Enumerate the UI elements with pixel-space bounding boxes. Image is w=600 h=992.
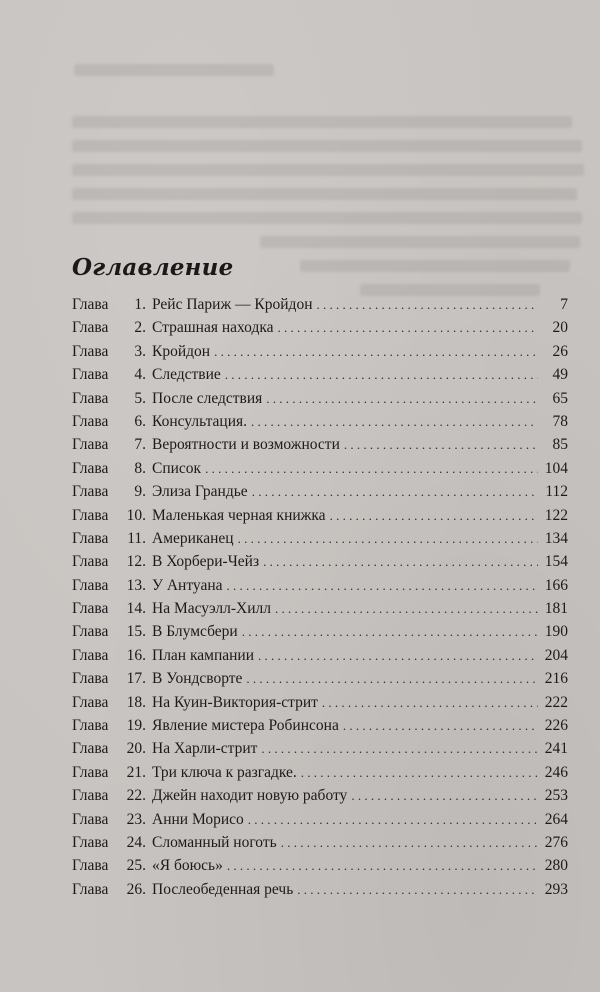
show-through-line [72, 116, 572, 128]
chapter-title: Американец [152, 529, 234, 547]
page-number: 85 [552, 436, 568, 454]
chapter-number: 1. [134, 296, 146, 313]
chapter-number: 12. [126, 553, 146, 571]
toc-entry [72, 296, 568, 319]
chapter-label: Глава [72, 646, 109, 664]
chapter-label: Глава [72, 342, 109, 360]
chapter-title: В Блумсбери [152, 623, 238, 641]
chapter-title: Сломанный ноготь [152, 833, 277, 851]
chapter-label: Глава [72, 740, 109, 758]
chapter-number: 6. [134, 412, 146, 430]
chapter-label: Глава [72, 670, 109, 688]
chapter-number: 11. [127, 529, 146, 547]
chapter-number: 10. [126, 506, 146, 524]
dot-leader [322, 695, 538, 711]
dot-leader [227, 858, 538, 874]
page-number: 226 [544, 717, 568, 735]
chapter-label: Глава [72, 296, 109, 313]
chapter-number: 15. [126, 623, 146, 641]
dot-leader [297, 882, 538, 898]
dot-leader [238, 531, 538, 547]
toc-entry [72, 834, 568, 857]
chapter-number: 19. [126, 717, 146, 735]
toc-entry [72, 647, 568, 670]
dot-leader [261, 741, 538, 757]
chapter-label: Глава [72, 810, 109, 828]
page-number: 280 [544, 857, 568, 875]
chapter-label: Глава [72, 436, 109, 454]
show-through-line [360, 284, 540, 296]
chapter-number: 23. [126, 810, 146, 828]
chapter-title: Страшная находка [152, 319, 274, 337]
toc-entry [72, 670, 568, 693]
chapter-title: В Уондсворте [152, 670, 243, 688]
chapter-number: 8. [134, 459, 146, 477]
dot-leader [330, 508, 538, 524]
toc-entry [72, 857, 568, 880]
toc-entry [72, 507, 568, 530]
toc-entry [72, 460, 568, 483]
chapter-title: Вероятности и возможности [152, 436, 340, 454]
chapter-title: План кампании [152, 646, 255, 664]
chapter-title: Элиза Грандье [152, 483, 248, 501]
page-number: 222 [544, 693, 568, 711]
page-number: 246 [544, 763, 568, 781]
chapter-label: Глава [72, 576, 109, 594]
chapter-number: 5. [134, 389, 146, 407]
chapter-label: Глава [72, 506, 109, 524]
chapter-number: 25. [126, 857, 146, 875]
page-number: 154 [544, 553, 568, 571]
page-number: 78 [552, 412, 568, 430]
dot-leader [266, 391, 538, 407]
page-number: 20 [552, 319, 568, 337]
chapter-title: На Куин-Виктория-стрит [152, 693, 318, 711]
chapter-label: Глава [72, 763, 109, 781]
show-through-line [72, 212, 582, 224]
show-through-line [72, 140, 582, 152]
page-number: 166 [544, 576, 568, 594]
toc-entry [72, 787, 568, 810]
toc-entry [72, 764, 568, 787]
chapter-title: У Антуана [152, 576, 223, 594]
table-of-contents [72, 296, 568, 904]
chapter-title: Анни Морисо [152, 810, 244, 828]
page-number: 7 [560, 296, 568, 313]
chapter-title: На Харли-стрит [152, 740, 258, 758]
dot-leader [214, 344, 538, 360]
chapter-label: Глава [72, 833, 109, 851]
chapter-label: Глава [72, 412, 109, 430]
toc-entry [72, 553, 568, 576]
chapter-number: 2. [134, 319, 146, 337]
page-number: 49 [552, 366, 568, 384]
toc-entry [72, 694, 568, 717]
chapter-title: Следствие [152, 366, 221, 384]
toc-entry [72, 319, 568, 342]
chapter-number: 3. [134, 342, 146, 360]
page-number: 26 [552, 342, 568, 360]
chapter-label: Глава [72, 880, 109, 898]
dot-leader [351, 788, 538, 804]
chapter-label: Глава [72, 319, 109, 337]
toc-entry [72, 483, 568, 506]
show-through-line [72, 164, 584, 176]
dot-leader [252, 484, 538, 500]
toc-entry [72, 717, 568, 740]
toc-entry [72, 390, 568, 413]
dot-leader [248, 812, 538, 828]
chapter-number: 4. [134, 366, 146, 384]
show-through-line [72, 188, 577, 200]
toc-entry [72, 811, 568, 834]
chapter-number: 18. [126, 693, 146, 711]
chapter-number: 24. [126, 833, 146, 851]
dot-leader [343, 718, 538, 734]
page-number: 216 [544, 670, 568, 688]
chapter-title: Явление мистера Робинсона [152, 717, 339, 735]
page-number: 241 [544, 740, 568, 758]
page-number: 276 [544, 833, 568, 851]
page-number: 104 [544, 459, 568, 477]
chapter-label: Глава [72, 483, 109, 501]
chapter-title: «Я боюсь» [152, 857, 223, 875]
show-through-line [260, 236, 580, 248]
chapter-label: Глава [72, 366, 109, 384]
page-number: 204 [544, 646, 568, 664]
chapter-title: Рейс Париж — Кройдон [152, 296, 313, 313]
show-through-line [74, 64, 274, 76]
toc-entry [72, 436, 568, 459]
toc-entry [72, 577, 568, 600]
toc-entry [72, 366, 568, 389]
chapter-number: 14. [126, 600, 146, 618]
chapter-title: Список [152, 459, 202, 477]
chapter-label: Глава [72, 459, 109, 477]
dot-leader [242, 624, 538, 640]
chapter-number: 16. [126, 646, 146, 664]
chapter-label: Глава [72, 857, 109, 875]
chapter-label: Глава [72, 553, 109, 571]
page-number: 65 [552, 389, 568, 407]
chapter-label: Глава [72, 787, 109, 805]
chapter-title: После следствия [152, 389, 263, 407]
chapter-label: Глава [72, 717, 109, 735]
page-number: 264 [544, 810, 568, 828]
dot-leader [258, 648, 538, 664]
chapter-title: Консультация. [152, 412, 248, 430]
chapter-title: Маленькая черная книжка [152, 506, 326, 524]
dot-leader [317, 297, 539, 313]
dot-leader [251, 414, 538, 430]
chapter-title: Джейн находит новую работу [152, 787, 348, 805]
page-number: 190 [544, 623, 568, 641]
dot-leader [344, 437, 538, 453]
chapter-number: 13. [126, 576, 146, 594]
dot-leader [246, 671, 538, 687]
page-number: 122 [544, 506, 568, 524]
chapter-number: 9. [134, 483, 146, 501]
toc-entry [72, 343, 568, 366]
dot-leader [278, 320, 538, 336]
chapter-label: Глава [72, 529, 109, 547]
chapter-number: 7. [134, 436, 146, 454]
page-number: 293 [544, 880, 568, 898]
toc-heading: Оглавление [72, 254, 234, 281]
chapter-title: Послеобеденная речь [152, 880, 294, 898]
page-number: 253 [544, 787, 568, 805]
show-through-line [300, 260, 570, 272]
toc-entry [72, 600, 568, 623]
chapter-number: 26. [126, 880, 146, 898]
toc-entry [72, 530, 568, 553]
toc-entry [72, 623, 568, 646]
page-number: 134 [544, 529, 568, 547]
chapter-title: На Масуэлл-Хилл [152, 600, 271, 618]
chapter-number: 22. [126, 787, 146, 805]
dot-leader [275, 601, 538, 617]
page-number: 181 [544, 600, 568, 618]
dot-leader [227, 578, 538, 594]
toc-entry [72, 881, 568, 904]
chapter-number: 20. [126, 740, 146, 758]
toc-entry [72, 740, 568, 763]
chapter-label: Глава [72, 600, 109, 618]
dot-leader [281, 835, 538, 851]
toc-entry [72, 413, 568, 436]
chapter-label: Глава [72, 389, 109, 407]
chapter-number: 17. [126, 670, 146, 688]
page-number: 112 [545, 483, 568, 501]
chapter-label: Глава [72, 623, 109, 641]
dot-leader [263, 554, 538, 570]
chapter-title: В Хорбери-Чейз [152, 553, 260, 571]
dot-leader [205, 461, 538, 477]
dot-leader [301, 765, 538, 781]
chapter-title: Кройдон [152, 342, 211, 360]
chapter-number: 21. [126, 763, 146, 781]
chapter-title: Три ключа к разгадке. [152, 763, 297, 781]
chapter-label: Глава [72, 693, 109, 711]
dot-leader [225, 367, 538, 383]
